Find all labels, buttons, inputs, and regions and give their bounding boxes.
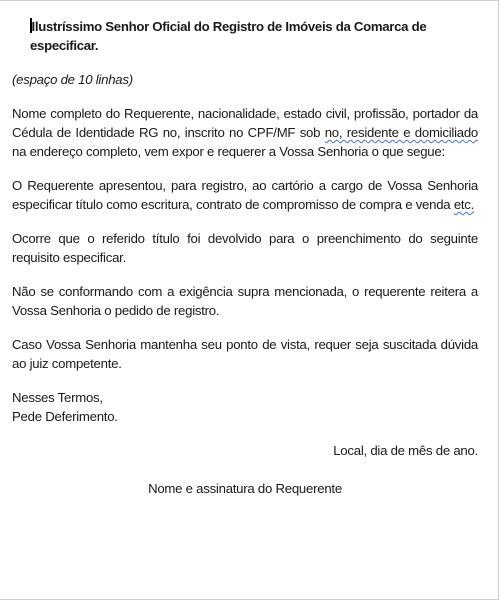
- closing-block: [12, 388, 478, 426]
- document-body[interactable]: [12, 17, 478, 496]
- paragraph-title-presented: [12, 176, 478, 214]
- paragraph-reiteration: Não se conformando com a exigência supra mencionada, o requerente reitera a Vossa Senhoria o pedido de registro.: [12, 284, 478, 318]
- document-title: [30, 17, 478, 55]
- paragraph-1-text-end: na endereço completo, vem expor e requerer a Vossa Senhoria o que segue:: [12, 144, 445, 159]
- paragraph-2-text: O Requerente apresentou, para registro, ao cartório a cargo de Vossa Senhoria especificar título como escritura, contrato de compromisso de compra e venda: [12, 178, 478, 212]
- closing-line-request: Pede Deferimento.: [12, 409, 118, 424]
- place-and-date-line: Local, dia de mês de ano.: [333, 443, 478, 458]
- document-title-text: Ilustríssimo Senhor Oficial do Registro de Imóveis da Comarca de especificar.: [30, 19, 427, 53]
- paragraph-title-returned: Ocorre que o referido título foi devolvido para o preenchimento do seguinte requisito especificar.: [12, 231, 478, 265]
- grammar-flagged-text[interactable]: no, residente e domiciliado: [324, 125, 478, 140]
- signature-line: Nome e assinatura do Requerente: [148, 481, 342, 496]
- spacing-note: (espaço de 10 linhas): [12, 72, 133, 87]
- paragraph-doubt-request: Caso Vossa Senhoria mantenha seu ponto de vista, requer seja suscitada dúvida ao juiz competente.: [12, 337, 478, 371]
- closing-line-terms: Nesses Termos,: [12, 390, 103, 405]
- paragraph-1-text-start: Nome completo do Requerente, nacionalidade, estado civil, profissão, portador da Cédula de Identidade RG no, inscrito no CPF/MF sob: [12, 106, 478, 140]
- paragraph-requerente-identification: [12, 104, 478, 161]
- spelling-flagged-text[interactable]: etc.: [453, 197, 475, 212]
